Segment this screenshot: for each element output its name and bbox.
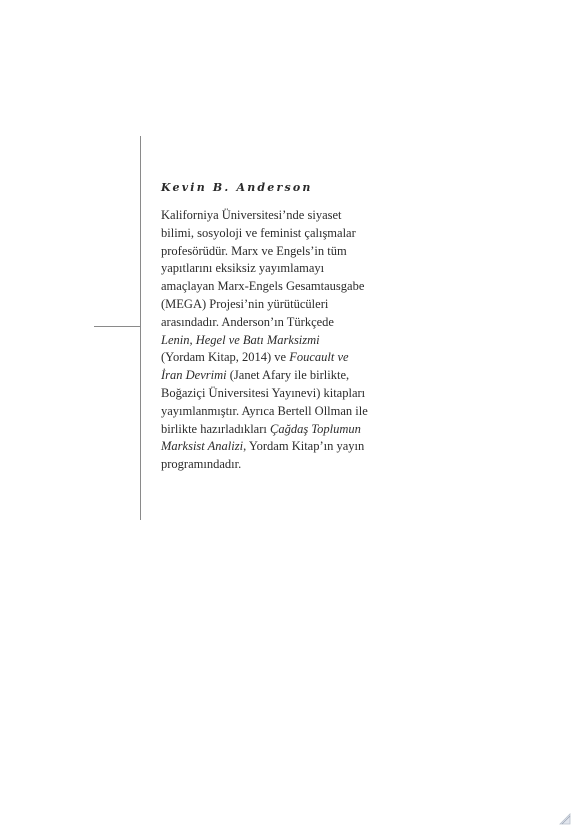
bio-text: profesörüdür. Marx ve Engels’in tüm <box>161 243 347 258</box>
bio-text: yayımlanmıştır. Ayrıca Bertell Ollman ile <box>161 403 368 418</box>
bio-line <box>161 367 401 385</box>
bio-italic-title: İran Devrimi <box>161 368 227 383</box>
bio-line <box>161 349 401 367</box>
bio-line <box>161 332 401 350</box>
bio-text: arasındadır. Anderson’ın Türkçede <box>161 314 334 329</box>
bio-italic-title: Marksist Analizi <box>161 439 244 454</box>
bio-text: , Yordam Kitap’ın yayın <box>243 439 365 454</box>
bio-line <box>161 243 401 261</box>
bio-italic-title: Çağdaş Toplumun <box>269 421 361 436</box>
bio-line <box>161 278 401 296</box>
bio-line <box>161 296 401 314</box>
author-name: Kevin B. Anderson <box>161 181 313 194</box>
bio-text: amaçlayan Marx-Engels Gesamtausgabe <box>161 279 365 294</box>
page-curl-icon[interactable] <box>558 812 572 826</box>
bio-text: (Yordam Kitap, 2014) ve <box>161 350 290 365</box>
bio-line <box>161 385 401 403</box>
bio-italic-title: Lenin, Hegel ve Batı Marksizmi <box>161 332 320 347</box>
bio-line <box>161 225 401 243</box>
bio-text: Boğaziçi Üniversitesi Yayınevi) kitapları <box>161 385 366 400</box>
bio-text: (MEGA) Projesi’nin yürütücüleri <box>161 296 329 311</box>
bio-text: programındadır. <box>161 457 242 472</box>
bio-line <box>161 314 401 332</box>
vertical-rule <box>140 136 141 520</box>
bio-text: (Janet Afary ile birlikte, <box>226 368 350 383</box>
bio-line <box>161 260 401 278</box>
horizontal-rule <box>94 326 141 327</box>
bio-line <box>161 207 401 225</box>
bio-line <box>161 421 401 439</box>
author-biography <box>161 207 401 474</box>
bio-text: yapıtlarını eksiksiz yayımlamayı <box>161 261 325 276</box>
bio-text: birlikte hazırladıkları <box>161 421 270 436</box>
bio-line <box>161 403 401 421</box>
bio-italic-title: Foucault ve <box>289 350 349 365</box>
bio-text: bilimi, sosyoloji ve feminist çalışmalar <box>161 225 356 240</box>
bio-line <box>161 456 401 474</box>
bio-line <box>161 438 401 456</box>
bio-text: Kaliforniya Üniversitesi’nde siyaset <box>161 208 342 222</box>
